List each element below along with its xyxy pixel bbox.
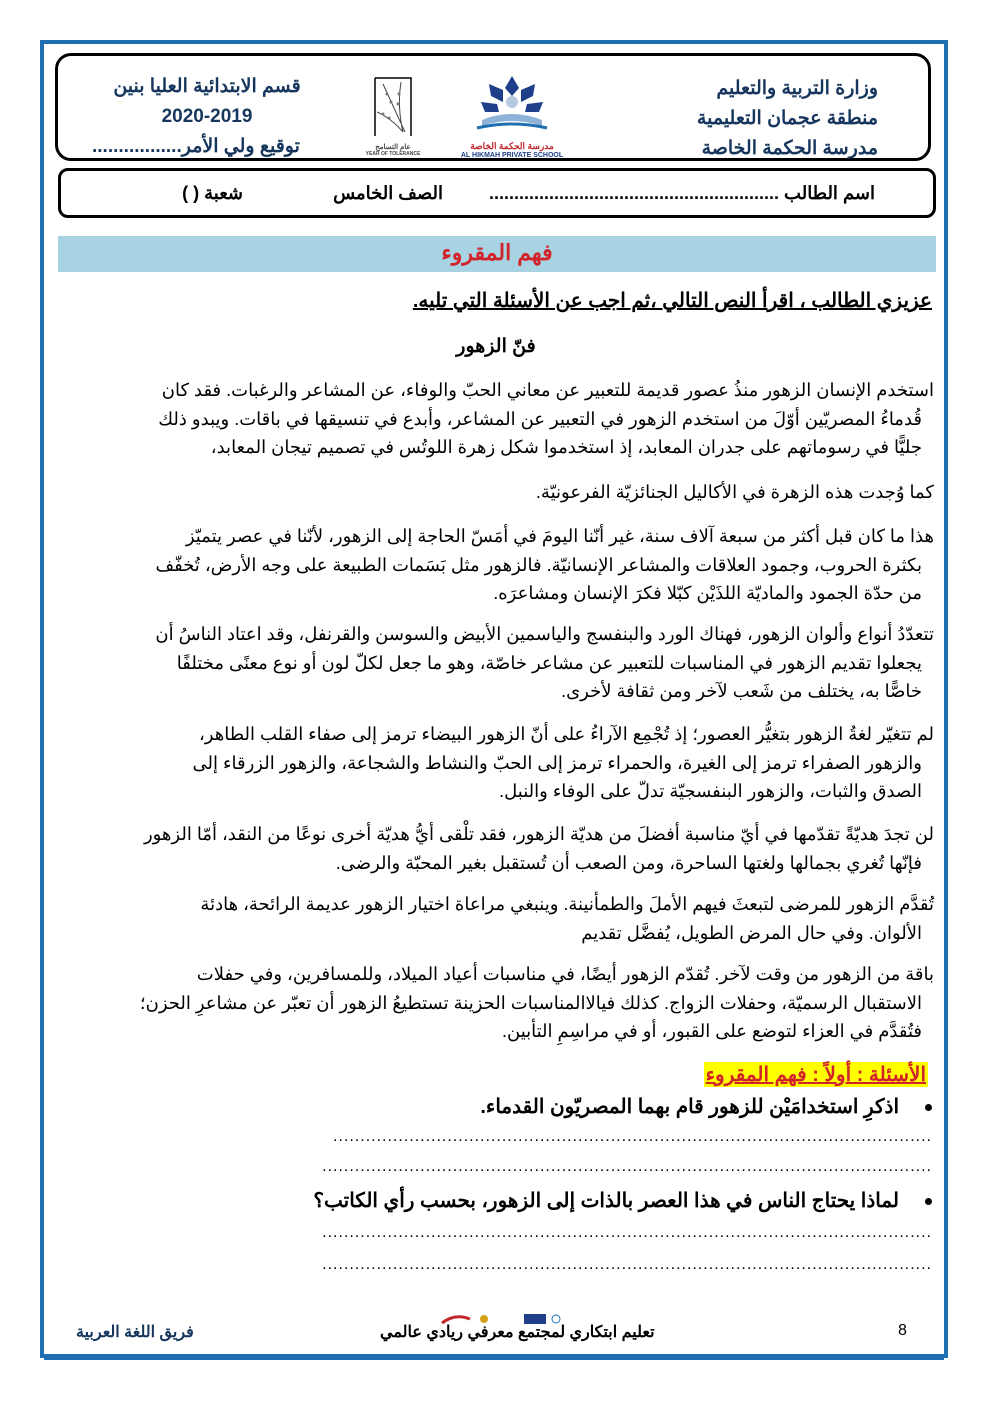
grade-label: الصف الخامس — [333, 183, 443, 203]
paragraph-line: هذا ما كان قبل أكثر من سبعة آلاف سنة، غير أنّنا اليومَ في أمَسّ الحاجة إلى الزهور، لأنّنا في عصر يتميّز — [185, 526, 934, 546]
tolerance-logo — [358, 76, 428, 158]
paragraph-line: بكثرة الحروب، وجمود العلاقات والمشاعر الإنسانيّة. فالزهور مثل بَسَمات الطبيعة على وجه الأرض، تُخفّف — [155, 554, 922, 575]
question-text: اذكرِ استخدامَيْن للزهور قام بهما المصريّون القدماء. — [480, 1096, 899, 1118]
school-logo-icon — [467, 74, 557, 136]
school-logo-arabic: مدرسة الحكمة الخاصة — [470, 141, 554, 151]
paragraph-line: من حدّة الجمود والماديّة اللذَيْن كبّلا فكرَ الإنسان ومشاعرَه. — [493, 583, 922, 603]
paragraph — [54, 522, 934, 608]
ministry-block — [697, 74, 878, 164]
paragraph — [54, 960, 934, 1046]
academic-year: 2020-2019 — [161, 106, 253, 127]
paragraph-line: كما وُجدت هذه الزهرة في الأكاليل الجنائزيّة الفرعونيّة. — [535, 482, 934, 502]
paragraph — [54, 478, 934, 507]
footer-slogan: تعليم ابتكاري لمجتمع معرفي ريادي عالمي — [380, 1324, 655, 1341]
footer-team: فريق اللغة العربية — [76, 1324, 194, 1341]
paragraph-line: لم تتغيّر لغةُ الزهور بتغيُّر العصور؛ إذ تُجْمِع الآراءُ على أنّ الزهور البيضاء ترمز إلى صفاء القلب الطاهر، — [199, 724, 934, 744]
paragraph-line: فتُقدَّم في العزاء لتوضع على القبور، أو في مراسِمِ التأبين. — [501, 1021, 922, 1041]
paragraph-line: لن تجدَ هديّةً تقدّمها في أيّ مناسبة أفضلَ من هديّة الزهور، فقد تلْقى أيُّ هديّة أخرى نوعًا من النقد، أمّا الزهور — [143, 824, 934, 844]
school-name: مدرسة الحكمة الخاصة — [701, 138, 878, 159]
wheat-icon — [373, 76, 413, 138]
answer-line[interactable]: ................................................................................................................ — [322, 1158, 932, 1175]
question-1 — [480, 1094, 932, 1119]
paragraph-line: باقة من الزهور من وقت لآخر. تُقدّم الزهور أيضًا، في مناسبات أعياد الميلاد، وللمسافرين، وفي حفلات — [196, 964, 934, 984]
student-info-box — [58, 168, 936, 218]
paragraph-line: والزهور الصفراء ترمز إلى الغيرة، والحمراء ترمز إلى الحبّ والنشاط والشجاعة، والزهور الزرقاء إلى — [192, 752, 922, 773]
paragraph — [54, 820, 934, 877]
page-title: فهم المقروء — [58, 236, 936, 272]
tolerance-logo-english: YEAR OF TOLERANCE — [365, 151, 421, 157]
passage-title: فنّ الزهور — [456, 336, 536, 357]
paragraph — [54, 376, 934, 462]
paragraph-line: تتعدّدُ أنواع وألوان الزهور، فهناك الورد والبنفسج والياسمين الأبيض والسوسن والقرنفل، وقد اعتاد الناسُ أن — [155, 624, 934, 644]
school-logo-english: AL HIKMAH PRIVATE SCHOOL — [460, 152, 564, 159]
paragraph-line: فإنّها تُغري بجمالها ولغتها الساحرة، ومن الصعب أن تُستقبل بغير المحبّة والرضى. — [335, 852, 922, 873]
questions-heading: الأسئلة : أولاً : فهم المقروء — [705, 1064, 926, 1086]
paragraph-line: جليًّا في رسوماتهم على جدران المعابد، إذ استخدموا شكل زهرة اللوتُس في تصميم تيجان المعابد، — [210, 437, 922, 457]
paragraph-line: يجعلوا تقديم الزهور في المناسبات للتعبير عن مشاعر خاصّة، وهو ما جعل لكلّ لون أو نوع معنًى مختلفًا — [176, 652, 922, 673]
zone-name: منطقة عجمان التعليمية — [696, 108, 878, 129]
bullet-icon — [925, 1198, 932, 1205]
tolerance-logo-arabic: عام التسامح — [375, 144, 411, 151]
answer-line[interactable]: .............................................................................................................. — [333, 1128, 932, 1145]
paragraph-line: خاصًّا به، يختلف من شَعب لآخر ومن ثقافة لأخرى. — [561, 681, 922, 701]
department-block — [92, 72, 322, 162]
answer-line[interactable]: ................................................................................................................ — [322, 1256, 932, 1273]
instruction: عزيزي الطالب ، اقرأ النص التالي ،ثم اجب عن الأسئلة التي تليه. — [412, 290, 932, 312]
paragraph-line: استخدم الإنسان الزهور منذُ عصور قديمة للتعبير عن معاني الحبّ والوفاء، عن المشاعر والرغبات. فقد كان — [161, 380, 934, 400]
paragraph-line: قُدماءُ المصريّين أوّلَ من استخدم الزهور في التعبير عن المشاعر، وأبدع في تنسيقها في باقات. ويبدو ذلك — [158, 408, 922, 429]
page-number: 8 — [898, 1322, 907, 1339]
department-name: قسم الابتدائية العليا بنين — [113, 76, 301, 97]
guardian-signature: توقيع ولي الأمر................. — [92, 136, 300, 157]
bullet-icon — [925, 1104, 932, 1111]
answer-line[interactable]: ................................................................................................................ — [322, 1224, 932, 1241]
footer-divider — [44, 1356, 944, 1360]
section-field[interactable]: شعبة ( ) — [182, 183, 243, 203]
paragraph — [54, 620, 934, 706]
paragraph-line: الألوان. وفي حال المرض الطويل، يُفضَّل تقديم — [581, 922, 922, 943]
paragraph — [54, 890, 934, 947]
question-2 — [313, 1188, 932, 1213]
paragraph-line: الاستقبال الرسميّة، وحفلات الزواج. كذلك فيالاالمناسبات الحزينة تستطيعُ الزهور أن تعبّر عن مشاعرِ الحزن؛ — [139, 992, 922, 1013]
student-name-field[interactable]: اسم الطالب .......................................................... — [488, 183, 875, 203]
ministry-name: وزارة التربية والتعليم — [716, 78, 878, 99]
school-header — [55, 53, 931, 161]
school-logo — [453, 74, 571, 158]
question-text: لماذا يحتاج الناس في هذا العصر بالذات إلى الزهور، بحسب رأي الكاتب؟ — [313, 1190, 899, 1212]
paragraph-line: الصدق والثبات، والزهور البنفسجيّة تدلّ على الوفاء والنبل. — [499, 781, 922, 801]
paragraph-line: تُقدَّم الزهور للمرضى لتبعثَ فيهم الأملَ والطمأنينة. وينبغي مراعاة اختيار الزهور عديمة الرائحة، هادئة — [200, 894, 934, 914]
paragraph — [54, 720, 934, 806]
